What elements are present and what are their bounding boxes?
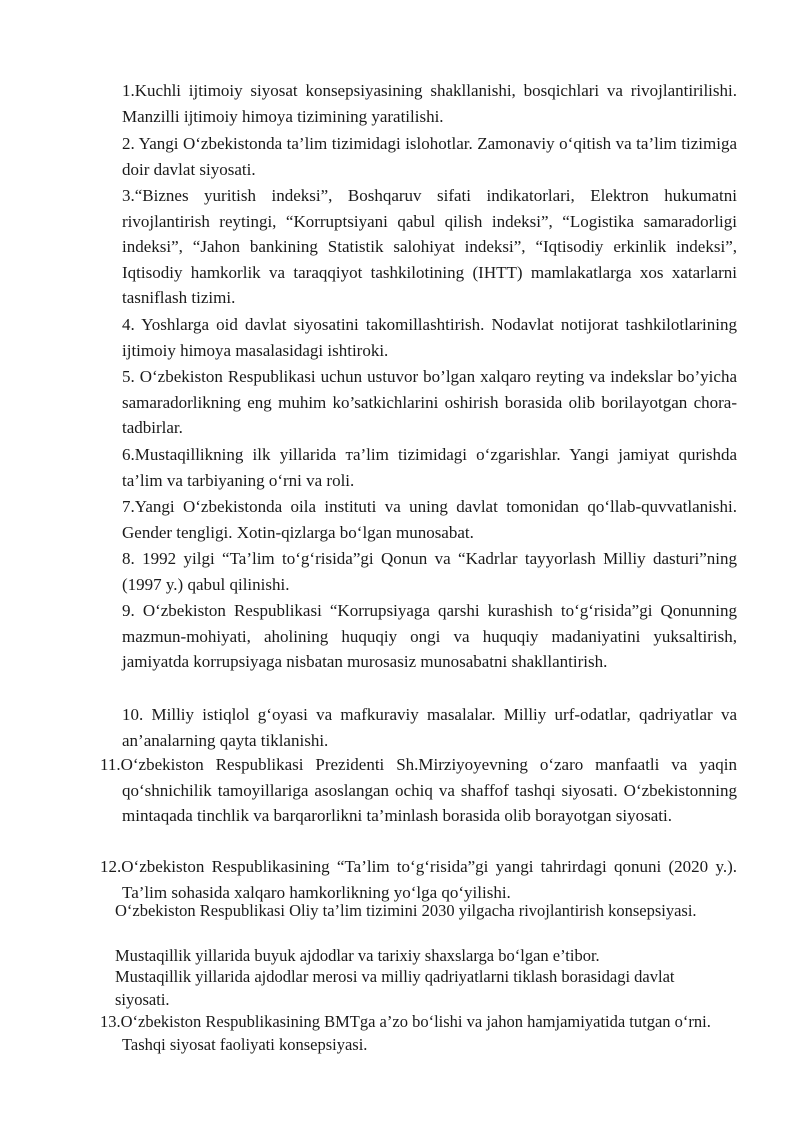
list-item-6: 6.Mustaqillikning ilk yillarida тa’lim tizimidagi o‘zgarishlar. Yangi jamiyat qurishda ta’lim va tarbiyaning o‘rni va roli.: [122, 445, 737, 490]
list-item-7: 7.Yangi O‘zbekistonda oila instituti va uning davlat tomonidan qo‘llab-quvvatlanishi. Gender tengligi. Xotin-qizlarga bo‘lgan munosabat.: [122, 497, 737, 542]
list-item-5: 5. O‘zbekiston Respublikasi uchun ustuvor bo’lgan xalqaro reyting va indekslar bo’yicha samaradorlikning eng muhim ko’satkichlarini oshirish borasida olib borilayotgan chora-tadbirlar.: [122, 367, 737, 437]
list-item-2: 2. Yangi O‘zbekistonda ta’lim tizimidagi islohotlar. Zamonaviy o‘qitish va ta’lim tizimiga doir davlat siyosati.: [122, 134, 737, 179]
list-item-12: 12.O‘zbekiston Respublikasining “Ta’lim to‘g‘risida”gi yangi tahrirdagi qonuni (2020 y.). Ta’lim sohasida xalqaro hamkorlikning yo‘lga qo‘yilishi.: [100, 857, 737, 902]
list-item-3: 3.“Biznes yuritish indeksi”, Boshqaruv sifati indikatorlari, Elektron hukumatni rivojlantirish reytingi, “Korruptsiyani qabul qilish indeksi”, “Logistika samaradorligi indeksi”, “Jahon bankining Statistik salohiyat indeksi”, “Iqtisodiy erkinlik indeksi”, Iqtisodiy hamkorlik va taraqqiyot tashkilotining (IHTT) mamlakatlarga xos xatarlarni tasniflash tizimi.: [122, 186, 737, 307]
list-item-9: 9. O‘zbekiston Respublikasi “Korrupsiyaga qarshi kurashish to‘g‘risida”gi Qonunning mazmun-mohiyati, aholining huquqiy ongi va huquqiy madaniyatini yuksaltirish, jamiyatda korrupsiyaga nisbatan murosasiz munosabatni shakllantirish.: [122, 601, 737, 671]
plain-paragraph-2: Mustaqillik yillarida buyuk ajdodlar va tarixiy shaxslarga bo‘lgan e’tibor.: [115, 946, 600, 965]
plain-paragraph-1: O‘zbekiston Respublikasi Oliy ta’lim tizimini 2030 yilgacha rivojlantirish konsepsiyasi.: [115, 901, 697, 920]
plain-paragraph-3: Mustaqillik yillarida ajdodlar merosi va milliy qadriyatlarni tiklash borasidagi davlat siyosati.: [115, 967, 675, 1009]
list-item-1: 1.Kuchli ijtimoiy siyosat konsepsiyasining shakllanishi, bosqichlari va rivojlantirilishi. Manzilli ijtimoiy himoya tizimining yaratilishi.: [122, 81, 737, 126]
list-item-10: 10. Milliy istiqlol g‘oyasi va mafkuraviy masalalar. Milliy urf-odatlar, qadriyatlar va an’analarning qayta tiklanishi.: [122, 705, 737, 750]
list-item-8: 8. 1992 yilgi “Ta’lim to‘g‘risida”gi Qonun va “Kadrlar tayyorlash Milliy dasturi”ning (1997 y.) qabul qilinishi.: [122, 549, 737, 594]
list-item-11: 11.O‘zbekiston Respublikasi Prezidenti Sh.Mirziyoyevning o‘zaro manfaatli va yaqin qo‘shnichilik tamoyillariga asoslangan ochiq va shaffof tashqi siyosati. O‘zbekistonning mintaqada tinchlik va barqarorlikni ta’minlash borasida olib borayotgan siyosati.: [100, 755, 737, 825]
list-item-4: 4. Yoshlarga oid davlat siyosatini takomillashtirish. Nodavlat notijorat tashkilotlarining ijtimoiy himoya masalasidagi ishtiroki.: [122, 315, 737, 360]
list-item-13: 13.O‘zbekiston Respublikasining BMTga a’zo bo‘lishi va jahon hamjamiyatida tutgan o‘rni. Tashqi siyosat faoliyati konsepsiyasi.: [100, 1012, 711, 1054]
